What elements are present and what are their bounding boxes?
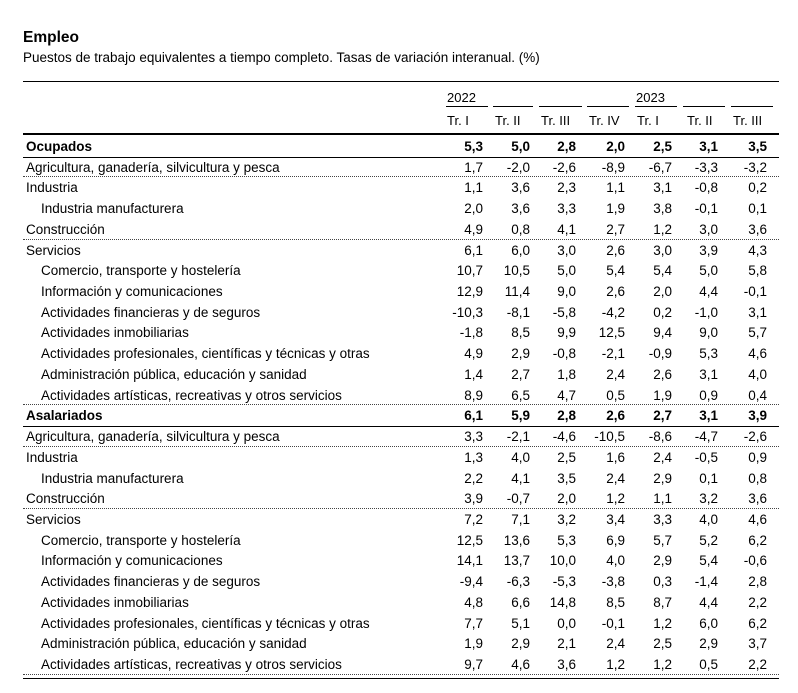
cell-value: 3,9 (748, 408, 767, 424)
row-label: Información y comunicaciones (41, 284, 223, 300)
cell-value: 5,2 (699, 532, 718, 548)
cell-value: 0,0 (557, 615, 576, 631)
col-header: Tr. III (733, 113, 763, 128)
cell-value: -3,2 (743, 159, 767, 175)
cell-value: 3,6 (511, 180, 530, 196)
table-row (23, 406, 779, 427)
cell-value: -4,7 (694, 429, 718, 445)
cell-value: 2,0 (653, 284, 672, 300)
cell-value: -3,3 (694, 159, 718, 175)
bottom-rule (23, 678, 779, 679)
cell-value: -8,1 (506, 304, 530, 320)
cell-value: -6,3 (506, 574, 530, 590)
year-header-2023: 2023 (636, 90, 665, 105)
cell-value: 5,7 (653, 532, 672, 548)
cell-value: 8,9 (464, 387, 483, 403)
table-row (23, 593, 779, 614)
row-label: Servicios (26, 511, 81, 527)
cell-value: 8,5 (511, 325, 530, 341)
table-row (23, 448, 779, 469)
cell-value: 2,3 (557, 180, 576, 196)
cell-value: 5,3 (464, 139, 483, 154)
cell-value: 3,0 (557, 242, 576, 258)
col-header: Tr. IV (589, 113, 620, 128)
cell-value: 4,6 (511, 656, 530, 672)
cell-value: 2,6 (606, 408, 625, 424)
table-row (23, 178, 779, 199)
col-header: Tr. II (495, 113, 521, 128)
cell-value: 2,9 (699, 636, 718, 652)
table-row (23, 261, 779, 282)
col-header: Tr. I (637, 113, 659, 128)
table-row (23, 531, 779, 552)
cell-value: 1,9 (464, 636, 483, 652)
cell-value: 2,0 (557, 491, 576, 507)
cell-value: 4,4 (699, 594, 718, 610)
cell-value: 6,6 (511, 594, 530, 610)
cell-value: 7,2 (464, 511, 483, 527)
cell-value: 2,7 (653, 408, 672, 424)
year-header-2022: 2022 (447, 90, 476, 105)
cell-value: 10,0 (549, 553, 576, 569)
cell-value: 6,5 (511, 387, 530, 403)
cell-value: 0,8 (511, 221, 530, 237)
cell-value: 4,4 (699, 284, 718, 300)
cell-value: 4,0 (511, 449, 530, 465)
cell-value: 4,6 (748, 346, 767, 362)
cell-value: 12,9 (456, 284, 483, 300)
cell-value: 3,1 (748, 304, 767, 320)
cell-value: 5,0 (557, 263, 576, 279)
row-label: Administración pública, educación y sanidad (41, 366, 307, 382)
cell-value: 5,3 (699, 346, 718, 362)
cell-value: 2,6 (653, 366, 672, 382)
cell-value: 0,5 (699, 656, 718, 672)
row-label: Industria (26, 449, 78, 465)
cell-value: 4,3 (748, 242, 767, 258)
year-underline (683, 106, 725, 107)
cell-value: 3,4 (606, 511, 625, 527)
page-title: Empleo (23, 29, 79, 46)
cell-value: 3,0 (653, 242, 672, 258)
cell-value: 5,0 (699, 263, 718, 279)
cell-value: 2,8 (748, 574, 767, 590)
cell-value: 3,5 (557, 470, 576, 486)
cell-value: 4,0 (606, 553, 625, 569)
row-label: Actividades inmobiliarias (41, 594, 189, 610)
cell-value: 1,1 (464, 180, 483, 196)
cell-value: 3,8 (653, 201, 672, 217)
table-row (23, 634, 779, 655)
cell-value: 5,4 (699, 553, 718, 569)
row-label: Construcción (26, 491, 105, 507)
table-row (23, 510, 779, 531)
cell-value: 13,7 (503, 553, 530, 569)
cell-value: 3,6 (748, 221, 767, 237)
row-label: Construcción (26, 221, 105, 237)
row-label: Administración pública, educación y sanidad (41, 636, 307, 652)
cell-value: 3,3 (464, 429, 483, 445)
year-underline (635, 106, 677, 107)
cell-value: 7,7 (464, 615, 483, 631)
cell-value: 1,2 (653, 656, 672, 672)
cell-value: 6,1 (464, 408, 483, 424)
cell-value: 1,2 (653, 221, 672, 237)
cell-value: 3,9 (464, 491, 483, 507)
cell-value: 5,7 (748, 325, 767, 341)
cell-value: 1,2 (653, 615, 672, 631)
cell-value: 4,0 (699, 511, 718, 527)
cell-value: 3,7 (748, 636, 767, 652)
table-row (23, 365, 779, 386)
cell-value: 6,2 (748, 615, 767, 631)
row-label: Agricultura, ganadería, silvicultura y pesca (26, 159, 280, 175)
cell-value: 3,2 (699, 491, 718, 507)
row-label: Actividades artísticas, recreativas y otros servicios (41, 387, 342, 403)
table-row (23, 241, 779, 262)
cell-value: -0,8 (552, 346, 576, 362)
cell-value: 9,9 (557, 325, 576, 341)
cell-value: 3,5 (748, 139, 767, 154)
cell-value: -2,6 (743, 429, 767, 445)
cell-value: 1,4 (464, 366, 483, 382)
cell-value: 14,1 (456, 553, 483, 569)
cell-value: 5,4 (653, 263, 672, 279)
cell-value: 1,1 (653, 491, 672, 507)
cell-value: 2,8 (557, 139, 576, 154)
cell-value: 6,0 (511, 242, 530, 258)
row-label: Actividades artísticas, recreativas y otros servicios (41, 656, 342, 672)
cell-value: -8,9 (601, 159, 625, 175)
cell-value: -4,6 (552, 429, 576, 445)
header-rule (23, 133, 779, 135)
row-label: Industria manufacturera (41, 470, 184, 486)
cell-value: 0,5 (606, 387, 625, 403)
cell-value: -0,6 (743, 553, 767, 569)
row-label: Asalariados (26, 408, 103, 424)
cell-value: -1,0 (694, 304, 718, 320)
cell-value: 3,1 (699, 366, 718, 382)
data-table (23, 137, 779, 676)
cell-value: 8,7 (653, 594, 672, 610)
cell-value: 12,5 (598, 325, 625, 341)
cell-value: 3,1 (653, 180, 672, 196)
row-label: Comercio, transporte y hostelería (41, 532, 241, 548)
cell-value: 2,6 (606, 284, 625, 300)
cell-value: 1,8 (557, 366, 576, 382)
table-row (23, 220, 779, 241)
cell-value: 5,4 (606, 263, 625, 279)
cell-value: 0,8 (748, 470, 767, 486)
cell-value: 7,1 (511, 511, 530, 527)
cell-value: -2,0 (506, 159, 530, 175)
cell-value: 5,9 (511, 408, 530, 424)
cell-value: 2,6 (606, 242, 625, 258)
cell-value: 2,9 (511, 346, 530, 362)
cell-value: 0,9 (748, 449, 767, 465)
cell-value: 2,2 (748, 594, 767, 610)
year-underline (587, 106, 629, 107)
cell-value: -5,3 (552, 574, 576, 590)
cell-value: 4,9 (464, 346, 483, 362)
table-row (23, 282, 779, 303)
row-label: Industria (26, 180, 78, 196)
cell-value: -0,1 (743, 284, 767, 300)
cell-value: 3,6 (511, 201, 530, 217)
cell-value: 4,6 (748, 511, 767, 527)
cell-value: 3,0 (699, 221, 718, 237)
cell-value: -2,6 (552, 159, 576, 175)
cell-value: 8,5 (606, 594, 625, 610)
cell-value: 1,7 (464, 159, 483, 175)
cell-value: 4,1 (557, 221, 576, 237)
cell-value: -10,3 (452, 304, 483, 320)
cell-value: -2,1 (506, 429, 530, 445)
cell-value: 4,7 (557, 387, 576, 403)
cell-value: 9,0 (699, 325, 718, 341)
year-underline (539, 106, 582, 107)
cell-value: 13,6 (503, 532, 530, 548)
table-row (23, 469, 779, 490)
cell-value: -1,8 (459, 325, 483, 341)
table-row (23, 614, 779, 635)
cell-value: 1,9 (606, 201, 625, 217)
cell-value: 4,8 (464, 594, 483, 610)
cell-value: 2,0 (606, 139, 625, 154)
cell-value: -0,1 (694, 201, 718, 217)
cell-value: 2,9 (653, 553, 672, 569)
cell-value: 0,1 (748, 201, 767, 217)
cell-value: -1,4 (694, 574, 718, 590)
cell-value: 2,0 (464, 201, 483, 217)
cell-value: 4,0 (748, 366, 767, 382)
row-label: Servicios (26, 242, 81, 258)
cell-value: 0,2 (653, 304, 672, 320)
cell-value: -0,7 (506, 491, 530, 507)
table-row (23, 572, 779, 593)
cell-value: 6,9 (606, 532, 625, 548)
cell-value: 5,0 (511, 139, 530, 154)
cell-value: -0,1 (601, 615, 625, 631)
cell-value: 5,1 (511, 615, 530, 631)
cell-value: 0,1 (699, 470, 718, 486)
cell-value: -0,9 (648, 346, 672, 362)
cell-value: 3,1 (699, 139, 718, 154)
cell-value: 2,2 (464, 470, 483, 486)
cell-value: 3,3 (653, 511, 672, 527)
cell-value: -2,1 (601, 346, 625, 362)
cell-value: 2,4 (606, 636, 625, 652)
table-row (23, 323, 779, 344)
table-row (23, 344, 779, 365)
cell-value: 5,8 (748, 263, 767, 279)
cell-value: 2,9 (653, 470, 672, 486)
row-label: Ocupados (26, 139, 93, 154)
cell-value: 9,0 (557, 284, 576, 300)
cell-value: 6,0 (699, 615, 718, 631)
cell-value: 3,1 (699, 408, 718, 424)
year-underline (731, 106, 773, 107)
table-row (23, 199, 779, 220)
table-row (23, 137, 779, 158)
page-subtitle: Puestos de trabajo equivalentes a tiempo completo. Tasas de variación interanual. (%) (23, 50, 540, 65)
cell-value: 3,6 (557, 656, 576, 672)
cell-value: 2,4 (606, 470, 625, 486)
cell-value: 1,2 (606, 656, 625, 672)
cell-value: 2,5 (653, 139, 672, 154)
table-row (23, 427, 779, 448)
table-row (23, 303, 779, 324)
cell-value: 1,2 (606, 491, 625, 507)
table-row (23, 655, 779, 676)
cell-value: 10,7 (456, 263, 483, 279)
row-label: Agricultura, ganadería, silvicultura y pesca (26, 429, 280, 445)
cell-value: 2,5 (557, 449, 576, 465)
year-underline (446, 106, 488, 107)
cell-value: 2,2 (748, 656, 767, 672)
cell-value: -0,8 (694, 180, 718, 196)
cell-value: -10,5 (594, 429, 625, 445)
cell-value: -4,2 (601, 304, 625, 320)
cell-value: -3,8 (601, 574, 625, 590)
cell-value: 9,7 (464, 656, 483, 672)
col-header: Tr. I (447, 113, 469, 128)
cell-value: 1,1 (606, 180, 625, 196)
table-row (23, 551, 779, 572)
cell-value: -8,6 (648, 429, 672, 445)
row-label: Actividades profesionales, científicas y técnicas y otras (41, 346, 370, 362)
cell-value: 3,2 (557, 511, 576, 527)
cell-value: 14,8 (549, 594, 576, 610)
cell-value: 2,4 (606, 366, 625, 382)
cell-value: 6,1 (464, 242, 483, 258)
cell-value: 3,6 (748, 491, 767, 507)
cell-value: 4,1 (511, 470, 530, 486)
table-row (23, 158, 779, 179)
cell-value: 2,1 (557, 636, 576, 652)
cell-value: 2,9 (511, 636, 530, 652)
row-label: Industria manufacturera (41, 201, 184, 217)
row-label: Actividades financieras y de seguros (41, 304, 261, 320)
cell-value: 0,9 (699, 387, 718, 403)
cell-value: -0,5 (694, 449, 718, 465)
cell-value: -9,4 (459, 574, 483, 590)
table-row (23, 489, 779, 510)
cell-value: 9,4 (653, 325, 672, 341)
cell-value: 3,3 (557, 201, 576, 217)
table-row (23, 386, 779, 407)
cell-value: 6,2 (748, 532, 767, 548)
cell-value: 2,8 (557, 408, 576, 424)
col-header: Tr. III (541, 113, 571, 128)
cell-value: 2,5 (653, 636, 672, 652)
cell-value: 0,4 (748, 387, 767, 403)
col-header: Tr. II (687, 113, 713, 128)
cell-value: 5,3 (557, 532, 576, 548)
cell-value: 3,9 (699, 242, 718, 258)
row-label: Actividades profesionales, científicas y técnicas y otras (41, 615, 370, 631)
cell-value: 2,7 (511, 366, 530, 382)
cell-value: 12,5 (456, 532, 483, 548)
cell-value: 10,5 (503, 263, 530, 279)
cell-value: 1,6 (606, 449, 625, 465)
cell-value: -5,8 (552, 304, 576, 320)
cell-value: 1,3 (464, 449, 483, 465)
cell-value: 0,2 (748, 180, 767, 196)
cell-value: 11,4 (504, 284, 530, 300)
cell-value: 2,7 (606, 221, 625, 237)
row-label: Actividades financieras y de seguros (41, 574, 261, 590)
cell-value: 1,9 (653, 387, 672, 403)
cell-value: 0,3 (653, 574, 672, 590)
row-label: Información y comunicaciones (41, 553, 223, 569)
year-underline (493, 106, 533, 107)
top-rule (23, 81, 779, 82)
cell-value: -6,7 (648, 159, 672, 175)
row-label: Actividades inmobiliarias (41, 325, 189, 341)
cell-value: 4,9 (464, 221, 483, 237)
row-label: Comercio, transporte y hostelería (41, 263, 241, 279)
cell-value: 2,4 (653, 449, 672, 465)
